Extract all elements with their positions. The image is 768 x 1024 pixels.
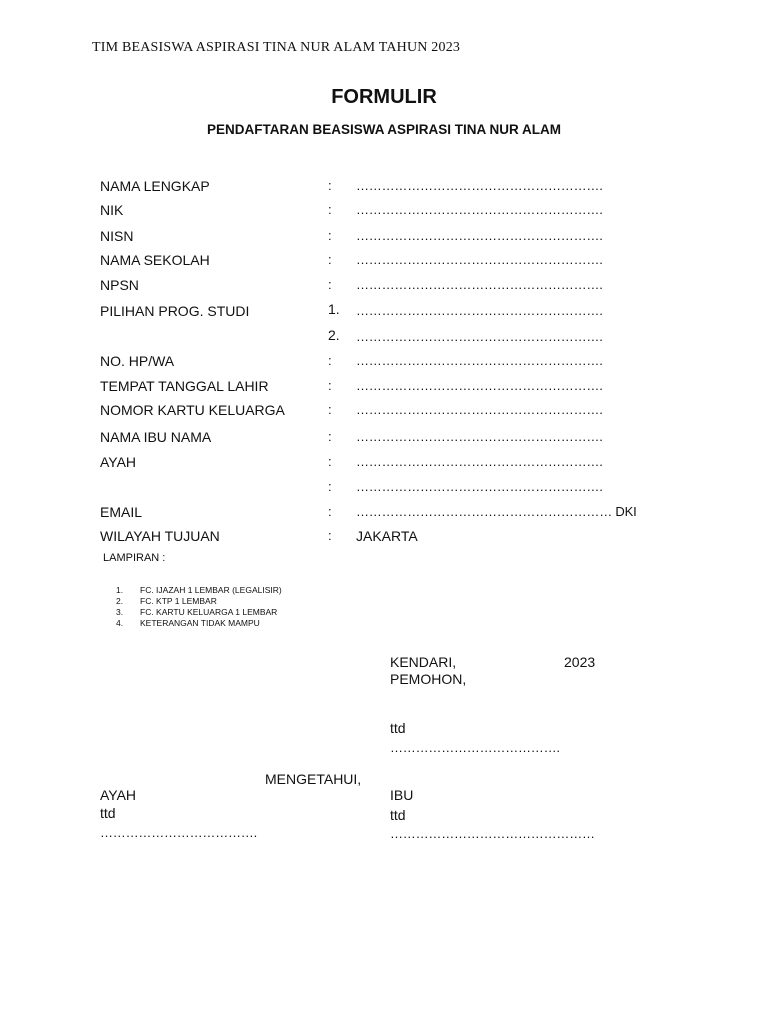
field-choice-number: 2. (328, 327, 340, 343)
field-label-nama-sekolah: NAMA SEKOLAH (100, 252, 210, 268)
field-separator: : (328, 479, 332, 494)
field-input-no-hp-wa[interactable]: …………………………………………………. (356, 353, 603, 368)
field-separator: : (328, 277, 332, 292)
field-input-nama-sekolah[interactable]: …………………………………………………. (356, 252, 603, 267)
field-label-tempat-tanggal-lahir: TEMPAT TANGGAL LAHIR (100, 378, 269, 394)
field-label-nama-lengkap: NAMA LENGKAP (100, 178, 210, 194)
mother-signature-line[interactable]: ………………………………………… (390, 826, 595, 841)
page-title: FORMULIR (331, 86, 437, 108)
field-input-nomor-kartu-keluarga[interactable]: …………………………………………………. (356, 402, 603, 417)
field-separator: : (328, 504, 332, 519)
field-input-prog-studi-1[interactable]: …………………………………………………. (356, 303, 603, 318)
field-label-nama-ibu: NAMA IBU NAMA (100, 429, 212, 445)
attachment-number: 3. (116, 607, 124, 617)
attachment-item: KETERANGAN TIDAK MAMPU (140, 618, 260, 628)
field-input-email[interactable]: …………………………………………………… DKI (356, 504, 637, 519)
father-ttd: ttd (100, 805, 116, 821)
field-separator: : (328, 402, 332, 417)
applicant-label: PEMOHON, (390, 671, 467, 687)
field-input-prog-studi-2[interactable]: …………………………………………………. (356, 329, 603, 344)
field-input-npsn[interactable]: …………………………………………………. (356, 277, 603, 292)
signature-year: 2023 (564, 654, 596, 670)
field-value-wilayah-tujuan: JAKARTA (356, 528, 418, 544)
field-separator: : (328, 252, 332, 267)
page-subtitle: PENDAFTARAN BEASISWA ASPIRASI TINA NUR ALAM (207, 122, 561, 137)
attachment-item: FC. IJAZAH 1 LEMBAR (LEGALISIR) (140, 585, 282, 595)
field-separator: : (328, 353, 332, 368)
father-label: AYAH (100, 787, 137, 803)
mother-ttd: ttd (390, 807, 406, 823)
attachment-number: 1. (116, 585, 124, 595)
header-line: TIM BEASISWA ASPIRASI TINA NUR ALAM TAHUN 2023 (92, 40, 461, 55)
applicant-signature-line[interactable]: …………………………………. (390, 740, 560, 755)
field-input-nama-lengkap[interactable]: …………………………………………………. (356, 178, 603, 193)
field-separator: : (328, 378, 332, 393)
field-separator: : (328, 202, 332, 217)
attachment-number: 4. (116, 618, 124, 628)
field-label-npsn: NPSN (100, 277, 139, 293)
attachment-item: FC. KTP 1 LEMBAR (140, 596, 217, 606)
father-signature-line[interactable]: ………………………………. (100, 825, 258, 840)
field-label-ayah: AYAH (100, 454, 137, 470)
field-input-nisn[interactable]: …………………………………………………. (356, 228, 603, 243)
field-label-nisn: NISN (100, 228, 134, 244)
applicant-ttd: ttd (390, 720, 406, 736)
field-separator: : (328, 454, 332, 469)
field-label-email: EMAIL (100, 504, 143, 520)
field-separator: : (328, 528, 332, 543)
field-label-pilihan-prog-studi: PILIHAN PROG. STUDI (100, 303, 250, 319)
field-label-nik: NIK (100, 202, 124, 218)
field-label-nomor-kartu-keluarga: NOMOR KARTU KELUARGA (100, 402, 285, 418)
mother-label: IBU (390, 787, 414, 803)
field-input-nama-ayah[interactable]: …………………………………………………. (356, 454, 603, 469)
field-separator: : (328, 178, 332, 193)
signature-place: KENDARI, (390, 654, 457, 670)
attachment-item: FC. KARTU KELUARGA 1 LEMBAR (140, 607, 278, 617)
acknowledge-label: MENGETAHUI, (265, 771, 362, 787)
field-choice-number: 1. (328, 301, 340, 317)
field-label-no-hp-wa: NO. HP/WA (100, 353, 175, 369)
field-input-nik[interactable]: …………………………………………………. (356, 202, 603, 217)
field-label-wilayah-tujuan: WILAYAH TUJUAN (100, 528, 220, 544)
attachment-number: 2. (116, 596, 124, 606)
field-input-extra[interactable]: …………………………………………………. (356, 479, 603, 494)
field-input-tempat-tanggal-lahir[interactable]: …………………………………………………. (356, 378, 603, 393)
attachments-title: LAMPIRAN : (103, 552, 166, 564)
field-separator: : (328, 429, 332, 444)
field-input-nama-ibu[interactable]: …………………………………………………. (356, 429, 603, 444)
field-separator: : (328, 228, 332, 243)
